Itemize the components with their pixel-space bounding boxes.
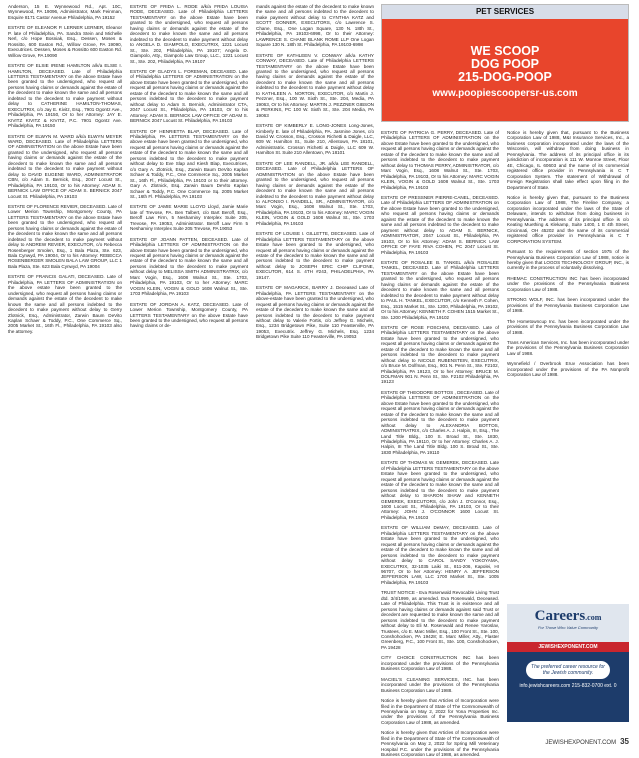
legal-notice: ESTATE OF HENRIETTA BLAP, DECEASED. Late of Philadelphia, PA LETTERS TESTAMENTARY on the above estate have been granted to the undersigned, who request all persons having claims or demands against the estate of the decedent to make known the same and all persons indebted to the decedent to make payment without delay to Eve Slap and Kiesh Blap, Executrices, c/o Gary A. Zlotnick, Esq., Zarwin Baum DeVito Kaplan Schaer & Toddy, P.C., One Commerce Sq., 2005 Market St., 16th Fl., Philadelphia, PA 19103 or to their attorney. Gary A. Zlotnick, Esq. Zarwin Baum DeVito Kaplan Schaer & Toddy, P.C. One Commerce Sq. 2005 Market St., 16th Fl. Philadelphia, PA 19103 [130, 128, 248, 199]
legal-notice: Notice is hereby given that Articles of Incorporation were filed in the Department of State of The Commonwealth of Pennsylvania on May 2, 2022 for Yona Properties Inc. under the provisions of the Pennsylvania Business Corporation Law of 1988, as amended. [381, 698, 499, 725]
legal-notice: ESTATE OF ROSE FOSCHINI, DECEASED. Late of Philadelphia LETTERS TESTAMENTARY on the above Estate have been granted to the undersigned, who request all persons having claims or demands against the estate of the decedent to make known the same and all persons indebted to the decedent to make payment without delay to NICOLE RUBENSTEIN, EXECUTRIX, c/o Bruce M. Dolfman, Esq., 901 N. Penn St., Ste. F2102, Philadelphia, PA 19123, Or to her Attorney: BRUCE M. DOLFMAN 901 N. Penn St., Ste. F2102 Philadelphia, PA 19123 [381, 324, 499, 385]
legal-notice: Notice is hereby given that, pursuant to the Business Corporation Law of 1988, M&I Insurance Services, Inc., a business corporation incorporated under the laws of the Wisconsin, will withdraw from doing business in Pennsylvania. The address of its principal office in its jurisdiction of incorporation is 111 W. Monroe Street, Floor 4E, Chicago, IL 60603 and the name of its commercial registered office provider in Pennsylvania is C T Corporation System. The statement of Withdrawal of Foreign Registration shall take effect upon filing in the Department of State. [507, 130, 629, 190]
legal-notice: ESTATE OF MAGARICK, BARRY J. Deceased Late of Philadelphia, PA LETTERS TESTAMENTARY on the above-estate have been granted to the undersigned, who request all persons having claims or demands against the estate of the decedent to make known the same and all persons indebted to the decedent to make payment without delay to Valerie Fortis, c/o Jeffrey G. Michels, Esq., 1234 Bridgetown Pike, Suite 110 Feasterville, PA 19053, Executrix. Jeffrey G. Michels, Esq. 1234 Bridgetown Pike Suite 110 Feasterville, PA 19053 [256, 285, 374, 340]
legal-notice: ESTATE OF KIMBERLY E. LONG-JONES Long-Jones, Kimberly E. late of Philadelphia, PA. Jasmine Jones, c/o David W. Crosson, Esq., Crosson Richetti & Daigle, LLC, 609 W. Hamilton St., Suite 210, Allentown, PA 18101, Administratrix. Crosson Richetti & Daigle, LLC 609 W. Hamilton St. Suite 210 Allentown, PA 18101 [256, 123, 374, 156]
legal-notice: Trans American Services, Inc. has been incorporated under the provisions of the Pennsylvania Business Corporation Law of 1988. [507, 339, 629, 356]
legal-notice: ESTATE OF ELWYN M. WARD a/k/a ELWYN MEYER WARD, DECEASED. Late of Philadelphia LETTERS OF ADMINISTRATION on the above Estate have been granted to the undersigned, who request all persons having claims or demands against the estate of the decedent to make known the same and all persons indebted to the decedent to make payment without delay to DAVID EUGENE WARD, ADMINISTRATOR CBN, c/o Adam S. Bernick, Esq., 2047 Locust St., Philadelphia, PA 19103, Or to his Attorney: ADAM S. BERNICK LAW OFFICE OF ADAM S. BERNICK 2047 Locust St. Philadelphia, PA 19103 [8, 133, 122, 199]
legal-notice: ESTATE OF LEE RANDELL, JR. a/k/a LEE RANDELL, DECEASED. Late of Philadelphia LETTERS OF ADMINISTRATION on the above Estate have been granted to the undersigned, who request all persons having claims or demands against the estate of the decedent to make known the same and all persons indebted to the decedent to make payment without delay to ALFONSO I. RANDELL, SR., ADMINISTRATOR, c/o Marc Vogin, Esq., 1608 Walnut St., Ste. 1703, Philadelphia, PA 19103, Or to his Attorney: MARC VOGIN KLEIN, VOGIN & GOLD 1608 Walnut St., Ste. 1703 Philadelphia, PA 19103 [256, 160, 374, 226]
legal-notice: ESTATE OF THOMAS W. GEMEREK, DECEASED. Late of Philadelphia LETTERS TESTAMENTARY on the above Estate have been granted to the undersigned, who request all persons having claims or demands against the estate of the decedent to make known the same and all persons indebted to the decedent to make payment without delay to SHARON SHAW and KENNETH GEMEREK, EXECUTORS, c/o John J. O'Connor, Esq., 1600 Locust St., Philadelphia, PA 19103, Or to their Attorney: JOHN J. O'CONNOR 1600 Locust St. Philadelphia, PA 19103 [381, 460, 499, 520]
legal-notice: ESTATE OF ELEANOR P. LERNER LERNER, Eleanor P. late of Philadelphia, PA. Sandra Stein and Michelle Nerl, c/o Hope Bosniak, Esq., Dessen, Moses & Rossitto, 600 Easton Rd., Willow Grove, PA 19090, Executrices. Dessen, Moses & Rossitto 600 Easton Rd. Willow Grove, PA 19090 [8, 25, 122, 58]
careers-brand: Careers [534, 608, 586, 624]
legal-notice: Notice is hereby given that, pursuant to the Business Corporation Law of 1988, The Fireline Company, a corporation incorporated under the laws of the State of Delaware, intends to withdraw from doing business in Pennsylvania. The address of its principal office is c/o Keating Muething & Klekamp, Suite 1400, 1 E 4th Street, Cincinnati, OH 45202 and the name of its commercial registered office provider in Pennsylvania is C T CORPORATION SYSTEM. [507, 194, 629, 244]
legal-notice: ESTATE OF PATRICIA G. PERRY, DECEASED. Late of Philadelphia LETTERS OF ADMINISTRATION on the above Estate have been granted to the undersigned, who request all persons having claims or demands against the estate of the decedent to make known the same and all persons indebted to the decedent to make payment without delay to THOMAS PERRY, ADMINISTRATOR, c/o Marc Vogin, Esq., 1608 Walnut St., Ste. 1703, Philadelphia, PA 19103, Or to his Attorney: MARC VOGIN KLEIN, VOGIN & GOLD 1608 Walnut St., Ste. 1703 Philadelphia, PA 19103 [381, 130, 499, 190]
legal-notice: The Hometowncup Inc. has been incorporated under the provisions of the Pennsylvania Business Corporation Law of 1988. [507, 318, 629, 335]
careers-tagline: For Those Who Value Community [537, 625, 599, 630]
legal-notice: Anderson, 15 E. Wynnewood Rd., Apt. 10C, Wynnewood, PA 19096, Administrator, Mark Feinman, Esquire 8171 Castor Avenue Philadelphia, PA 19152 [8, 4, 122, 20]
ad-line-2: DOG POOP [470, 57, 540, 71]
legal-notice: MACIEL'S CLEANING SERVICES, INC. has been incorporated under the provisions of the Pennsylvania Business Corporation Law of 1988. [381, 676, 499, 693]
legal-column-2 [130, 4, 248, 722]
legal-notice: ESTATE OF JORDAN A. KATZ, DECEASED. Late of Lower Merion Township, Montgomery County, PA LETTERS TESTAMENTARY on the above Estate have been granted to the undersigned, who request all persons having claims or de- [130, 301, 248, 329]
legal-notice: ESTATE OF THEODORE BOTTOS , DECEASED. Late of Philadelphia LETTERS OF ADMINISTRATION on the above Estate have been granted to the undersigned, who request all persons having claims or demands against the estate of the decedent to make known the same and all persons indebted to the decedent to make payment without delay to ALEXANDRIA BOTTOS, ADMINISTRATRIX, c/o Charles A. J. Halpin, III, Esq., The Land Title Bldg., 100 S. Broad St., Ste. 1830, Philadelphia, PA 19110, Or to her Attorney: Charles A. J. Halpin, III The Land Title Bldg. 100 S. Broad St., Ste. 1830 Philadelphia, PA 19110 [381, 389, 499, 455]
page-number: 35 [620, 737, 629, 746]
legal-notice: Pursuant to the requirements of section 1975 of the Pennsylvania Business Corporation Law of 1988, notice is hereby given that LOGOS TECHNOLOGY GROUP, INC., is currently in the process of voluntarily dissolving. [507, 249, 629, 271]
legal-notice: TRUST NOTICE - Eva Rosenwald Revocable Living Trust dtd. 3/4/1999, as amended. Eva Rosenwald, Deceased. Late of Philadelphia. This Trust is in existence and all persons having claims or demands against said Trust or decedent are requested to make known the same and all persons indebted to the decedent to make payment without delay to Eli M. Rosenwald and Renee Yaroslav, Trustees, c/o E. Marc Miller, Esq., 100 Front St., Ste. 100, Conshohocken, PA 19428; E. Marc Miller, Atty., Flaster Greenberg, P.C., 100 Front St., Ste. 100, Conshohocken, PA 19428 [381, 590, 499, 650]
legal-column-4 [381, 130, 499, 758]
careers-contact[interactable]: info.jewishcareers.com 215-832-0700 ext. 0 [519, 683, 617, 689]
ad-body [382, 19, 628, 121]
legal-notice: Notice is hereby given that Articles of Incorporation were filed in the Department of State of The Commonwealth of Pennsylvania on May 2, 2022 for Spring Mill Veterinary Hospital P.C. under the provisions of the Pennsylvania Business Corporation Law of 1988, as amended. [381, 730, 499, 758]
legal-notice: ESTATE OF ROSALEE B. TANKEL a/k/a ROSALEE TANKEL, DECEASED. Late of Philadelphia LETTERS TESTAMENTARY on the above Estate have been granted to the undersigned, who request all persons having claims or demands against the estate of the decedent to make known the same and all persons indebted to the decedent to make payment without delay to PAUL H. TANKEL, EXECUTOR, c/o Kenneth F. Cohen, Esq., 1515 Market St., Ste. 1200, Philadelphia, PA 19102, Or to his Attorney: KENNETH F. COHEN 1515 Market St., Ste. 1200 Philadelphia, PA 19102 [381, 259, 499, 320]
legal-notice: RHEMAC CONSTRUCTION INC has been incorporated under the provisions of the Pennsylvania Business Corporation Law of 1988. [507, 275, 629, 292]
legal-notice: ESTATE OF PRESSNER PIERRE-CANEL, DECEASED. Late of Philadelphia LETTERS OF ADMINISTRATION on the above Estate have been granted to the undersigned, who request all persons having claims or demands against the estate of the decedent to make known the same and all persons indebted to the decedent to make payment without delay to ADAM S. BERNICK, ADMINISTRATOR, 2047 Locust St., Philadelphia, PA 19103, Or to his Attorney: ADAM S. BERNICK LAW OFFICE OF FAYE RIVA COHEN, PC 2047 Locust St. Philadelphia, PA 19103 [381, 194, 499, 255]
legal-column-3 [256, 4, 374, 722]
legal-notice: Wynnefield / Overbrook Eruv Association has been incorporated under the provisions of the PA Nonprofit Corporation Law of 1988. [507, 361, 629, 378]
legal-notice: mands against the estate of the decedent to make known the same and all persons indebted to the decedent to make payment without delay to CYNTHIA KATZ and SCOTT GONNER, EXECUTORS, c/o Lawrence S. Chane, Esq., One Logan Square, 130 N. 18th St., Philadelphia, PA 19103-6998, Or to their Attorney: LAWRENCE S. CHANE BLANK ROME LLP One Logan Square 130 N. 18th St. Philadelphia, PA 19103-6998 [256, 4, 374, 48]
legal-notice: STRONG WOLF, INC. has been incorporated under the provisions of the Pennsylvania Business Corporation Law of 1988. [507, 297, 629, 314]
legal-notice: ESTATE OF FRANCIS GALATI, DECEASED. Late of Philadelphia, PA LETTERS OF ADMINISTRATION on the above estate have been granted to the undersigned, who request all persons having claims or demands against the estate of the decedent to make known the same and all persons indebted to the decedent to make payment without delay to Gerry Zlotnick, Esq., Administrator, Zarwin Baum DeVito Kaplan Schaer & Toddy, P.C., One Commerce Sq., 2005 Market St., 16th Fl., Philadelphia, PA 19103 also the attorney. [8, 274, 122, 334]
legal-notice: ESTATE OF WILLIAM DeMAY, DECEASED. Late of Philadelphia LETTERS TESTAMENTARY on the above Estate have been granted to the undersigned, who request all persons having claims or demands against the estate of the decedent to make known the same and all persons indebted to the decedent to make payment without delay to CAROL SANDY YOKOYAMA, EXECUTRIX, 32-1035 Laiki St., 811-206, Kapolei, HI 96707, Or to her Attorney: HENRY A. JEFFERSON JEFFERSON LAW, LLC 1700 Market St., Ste. 1005 Philadelphia, PA 19103 [381, 525, 499, 585]
legal-notice: ESTATE OF JAMIE MARIE LLOYD Lloyd, Jamie Marie late of Trevose, PA. Ben Talbert, c/o Bart Beroff, Esq., Beroff Law Firm, 5 Neshaminy Interplex Suite 205, Trevose, PA 19053, Administrator. Beroff Law Firm 5 Neshaminy Interplex Suite 205 Trevose, PA 19053 [130, 204, 248, 232]
legal-notice: ESTATE OF LOUISE I. GILLETTE, DECEASED. Late of Philadelphia LETTERS TESTAMENTARY on the above Estate have been granted to the undersigned, who request all persons having claims or demands against the estate of the decedent to make known the same and all persons indebted to the decedent to make payment without delay to JOSEPH ERIC CHIP CLIFONE, EXECUTOR, 614 S. 4TH #243, PHILADELPHIA, PA 19147. [256, 231, 374, 280]
ad-header: PET SERVICES [382, 5, 628, 19]
ad-line-1: WE SCOOP [470, 44, 540, 58]
legal-notice: ESTATE OF GLADYS L. FOREMAN, DECEASED. Late of Philadelphia LETTERS OF ADMINISTRATION on the above Estate have been granted to the undersigned, who request all persons having claims or demands against the estate of the decedent to make known the same and all persons indebted to the decedent to make payment without delay to Adam S. Bernick, Administrator CTA, 2047 Locust St., Philadelphia, PA 19103, Or to his Attorney: ADAM S. BERNICK LAW OFFICE OF ADAM S. BERNICK 2047 Locust St. Philadelphia, PA 19103 [130, 68, 248, 124]
legal-notice: ESTATE OF FRIDA L. RODE a/k/a FRIDA LOUISA RODE, DECEASED. Late of Philadelphia LETTERS TESTAMENTARY on the above Estate have been granted to the undersigned, who request all persons having claims or demands against the estate of the decedent to make known the same and all persons indebted to the decedent to make payment without delay to ANGELA D. GIAMPOLO, EXECUTRIX, 1221 Locust St., Ste. 202, Philadelphia, PA 19107; Angela D. Giampolo, Atty., Giampolo Law Group, LLC., 1221 Locust St., Ste. 202, Philadelphia, PA 19107 [130, 4, 248, 64]
ad-url[interactable]: www.poopiescoopersr-us.com [432, 88, 578, 99]
pet-services-ad[interactable] [381, 4, 629, 122]
page-footer [8, 737, 629, 746]
careers-ad[interactable] [507, 604, 629, 722]
careers-logo [507, 604, 629, 642]
careers-bubble: The preferred career resource for the Jewish community. [526, 661, 610, 679]
legal-notice: ESTATE OF FLORENCE REVIER, DECEASED. Late of Lower Merion Township, Montgomery County, PA LETTERS TESTAMENTARY on the above Estate have been granted to the undersigned, who request all persons having claims or demands against the estate of the decedent to make known the same and all persons indebted to the decedent to make payment without delay to ANDREW REVIER, EXECUTOR, c/o Rebecca Rosenberger Smolen, Esq., 1 Bala Plaza, Ste. 623, Bala Cynwyd, PA 19004, Or to his Attorney: REBECCA ROSENBERGER SMOLEN BALA LAW GROUP, LLC 1 Bala Plaza, Ste. 623 Bala Cynwyd, PA 19004 [8, 203, 122, 269]
ad-phone: 215-DOG-POOP [458, 70, 552, 84]
legal-column-5 [507, 130, 629, 600]
legal-notice: CITY CHOICE CONSTRUCTION INC has been incorporated under the provisions of the Pennsylvania Business Corporation Law of 1988. [381, 655, 499, 672]
legal-column-1 [8, 4, 122, 722]
careers-bar: JEWISHEXPONENT.COM [507, 642, 629, 652]
legal-notice: ESTATE OF KATHLEEN V. CONWAY a/k/a KATHY CONWAY, DECEASED. Late of Philadelphia LETTERS TESTAMENTARY on the above Estate have been granted to the undersigned, who request all persons having claims or demands against the estate of the decedent to make known the same and all persons indebted to the decedent to make payment without delay to KATHLEEN A. NORTON, EXECUTOR, c/o Martin J. Pezzner, Esq., 100 W. Sixth St., Ste. 204, Media, PA 19063, Or to his Attorney: MARTIN J. PEZZNER GIBSON & PERKINS, PC 100 W. Sixth St., Ste. 204 Media, PA 19063 [256, 52, 374, 118]
legal-notice: ESTATE OF JOANN PATTEN, DECEASED. Late of Philadelphia LETTERS OF ADMINISTRATION on the above Estate have been granted to the undersigned, who request all persons having claims or demands against the estate of the decedent to make known the same and all persons indebted to the decedent to make payment without delay to MELISSA SMITH ADMINISTRATRIX, c/o Marc Vogin, Esq., 1608 Walnut St., Ste. 1703, Philadelphia, PA 19103, Or to her Attorney: MARC VOGIN KLEIN, VOGIN & GOLD 1608 Walnut St., Ste. 1703 Philadelphia, PA 19103 [130, 236, 248, 297]
legal-notice: ESTATE OF ELSIE IRENE HAMILTON a/k/a ELSIE I. HAMILTON, DECEASED. Late of Philadelphia LETTERS TESTAMENTARY on the above Estate have been granted to the undersigned, who request all persons having claims or demands against the estate of the decedent to make known the same and all persons indebted to the decedent to make payment without delay to CATHERINE HAMILTON-THOMAS, EXECUTRIX, c/o Jay E. Kivitz, Esq., 7901 Ogontz Ave., Philadelphia, PA 19150, Or to her Attorney: JAY E. KIVITZ KIVITZ & KIVITZ, P.C. 7901 Ogontz Ave. Philadelphia, PA 19150 [8, 63, 122, 129]
footer-site[interactable]: JEWISHEXPONENT.COM [545, 740, 617, 746]
careers-domain: .com [585, 613, 602, 622]
